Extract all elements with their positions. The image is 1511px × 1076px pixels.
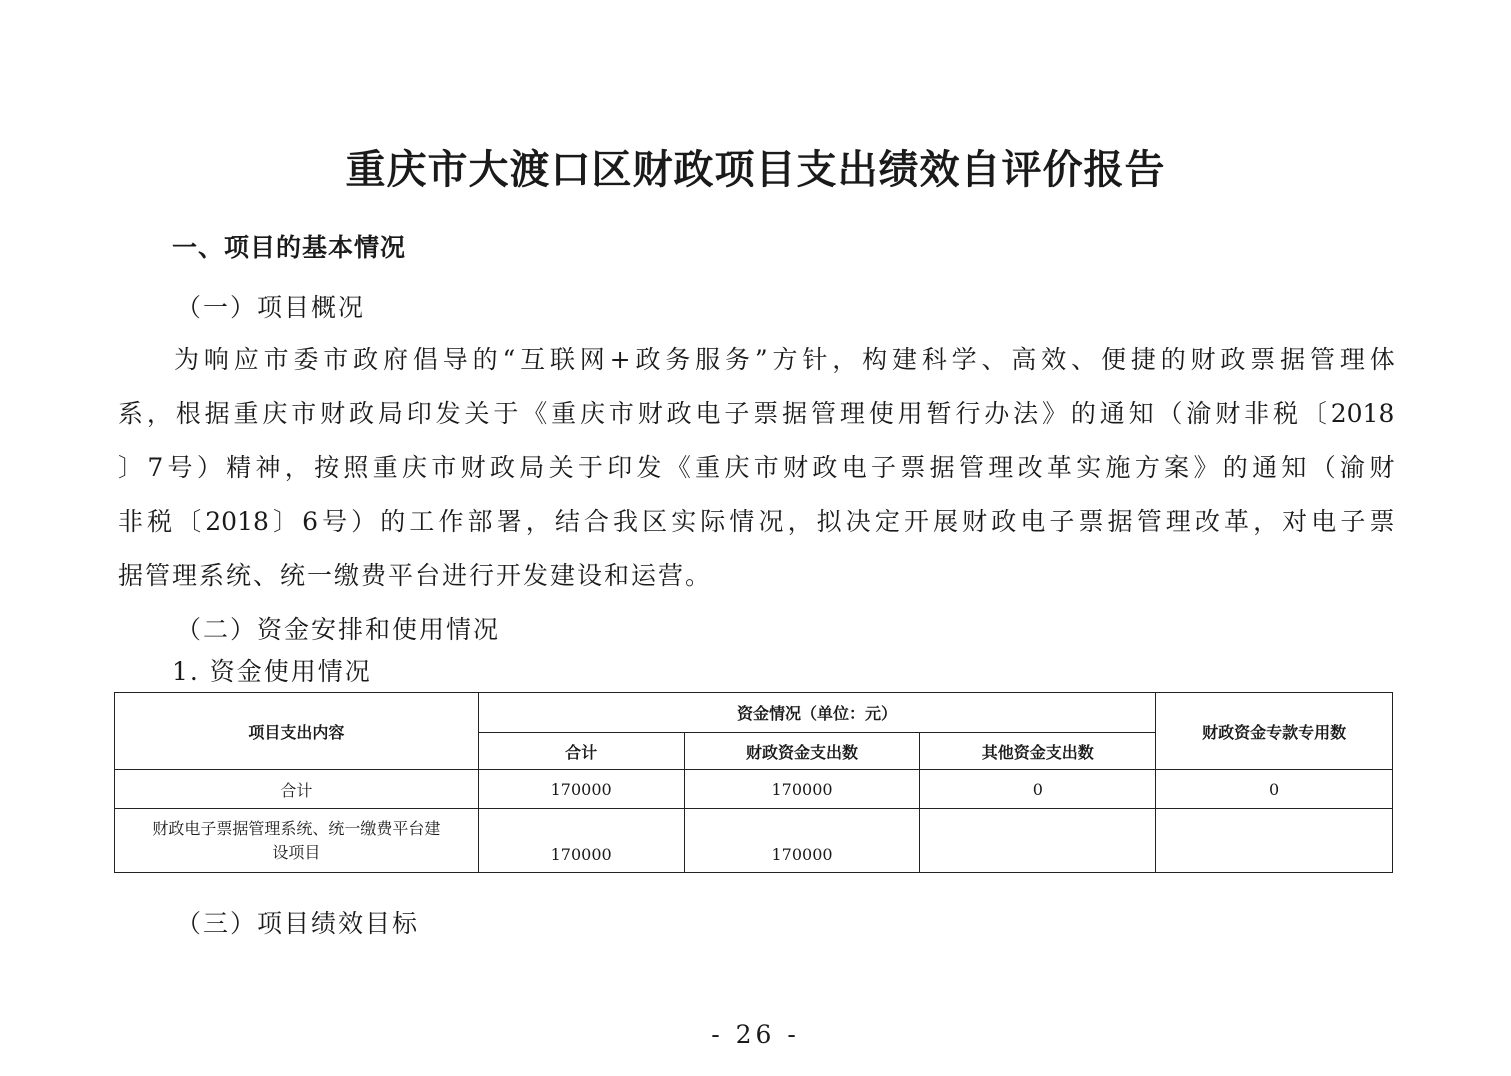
subheading-overview: （一）项目概况 <box>176 293 366 322</box>
cell-total: 170000 <box>478 809 684 873</box>
fund-usage-table <box>114 692 1393 873</box>
cell-content: 财政电子票据管理系统、统一缴费平台建设项目 <box>115 809 479 873</box>
header-other: 其他资金支出数 <box>920 733 1156 770</box>
paragraph-line: 据管理系统、统一缴费平台进行开发建设和运营。 <box>118 561 713 590</box>
subheading-performance-goals: （三）项目绩效目标 <box>176 909 420 938</box>
header-special: 财政资金专款专用数 <box>1156 693 1393 770</box>
subheading-funding: （二）资金安排和使用情况 <box>176 615 501 644</box>
overview-paragraph <box>118 336 1395 606</box>
header-content: 项目支出内容 <box>115 693 479 770</box>
cell-fiscal: 170000 <box>684 770 920 809</box>
header-total: 合计 <box>478 733 684 770</box>
header-fiscal: 财政资金支出数 <box>684 733 920 770</box>
cell-other: 0 <box>920 770 1156 809</box>
paragraph-line: 非 税 〔 2018 〕 6 号 ） 的 工 作 部 署 ， 结 合 我 区 实 际 情 况 ， 拟 决 定 开 展 财 政 电 子 票 据 管 理 改 革 ， 对 电 子 票 <box>118 507 1395 536</box>
cell-total: 170000 <box>478 770 684 809</box>
paragraph-line: 为 响 应 市 委 市 政 府 倡 导 的 “ 互 联 网 + 政 务 服 务 ” 方 针 ， 构 建 科 学 、 高 效 、 便 捷 的 财 政 票 据 管 理 体 <box>174 345 1395 374</box>
section-heading-basic-info: 一、项目的基本情况 <box>172 233 407 262</box>
cell-special: 0 <box>1156 770 1393 809</box>
header-fund-group: 资金情况（单位：元） <box>478 693 1155 733</box>
cell-fiscal: 170000 <box>684 809 920 873</box>
page-number: - 26 - <box>711 1020 800 1049</box>
paragraph-line: 〕 7 号 ） 精 神 ， 按 照 重 庆 市 财 政 局 关 于 印 发 《 重 庆 市 财 政 电 子 票 据 管 理 改 革 实 施 方 案 》 的 通 知 （ 渝 财 <box>118 453 1395 482</box>
cell-special <box>1156 809 1393 873</box>
report-title: 重庆市大渡口区财政项目支出绩效自评价报告 <box>345 147 1166 193</box>
cell-content: 合计 <box>115 770 479 809</box>
table-row <box>115 770 1393 809</box>
table-row <box>115 809 1393 873</box>
subheading-fund-usage: 1. 资金使用情况 <box>172 657 372 686</box>
paragraph-line: 系 ， 根 据 重 庆 市 财 政 局 印 发 关 于 《 重 庆 市 财 政 电 子 票 据 管 理 使 用 暂 行 办 法 》 的 通 知 （ 渝 财 非 税 〔 2018 <box>118 399 1395 428</box>
cell-other <box>920 809 1156 873</box>
